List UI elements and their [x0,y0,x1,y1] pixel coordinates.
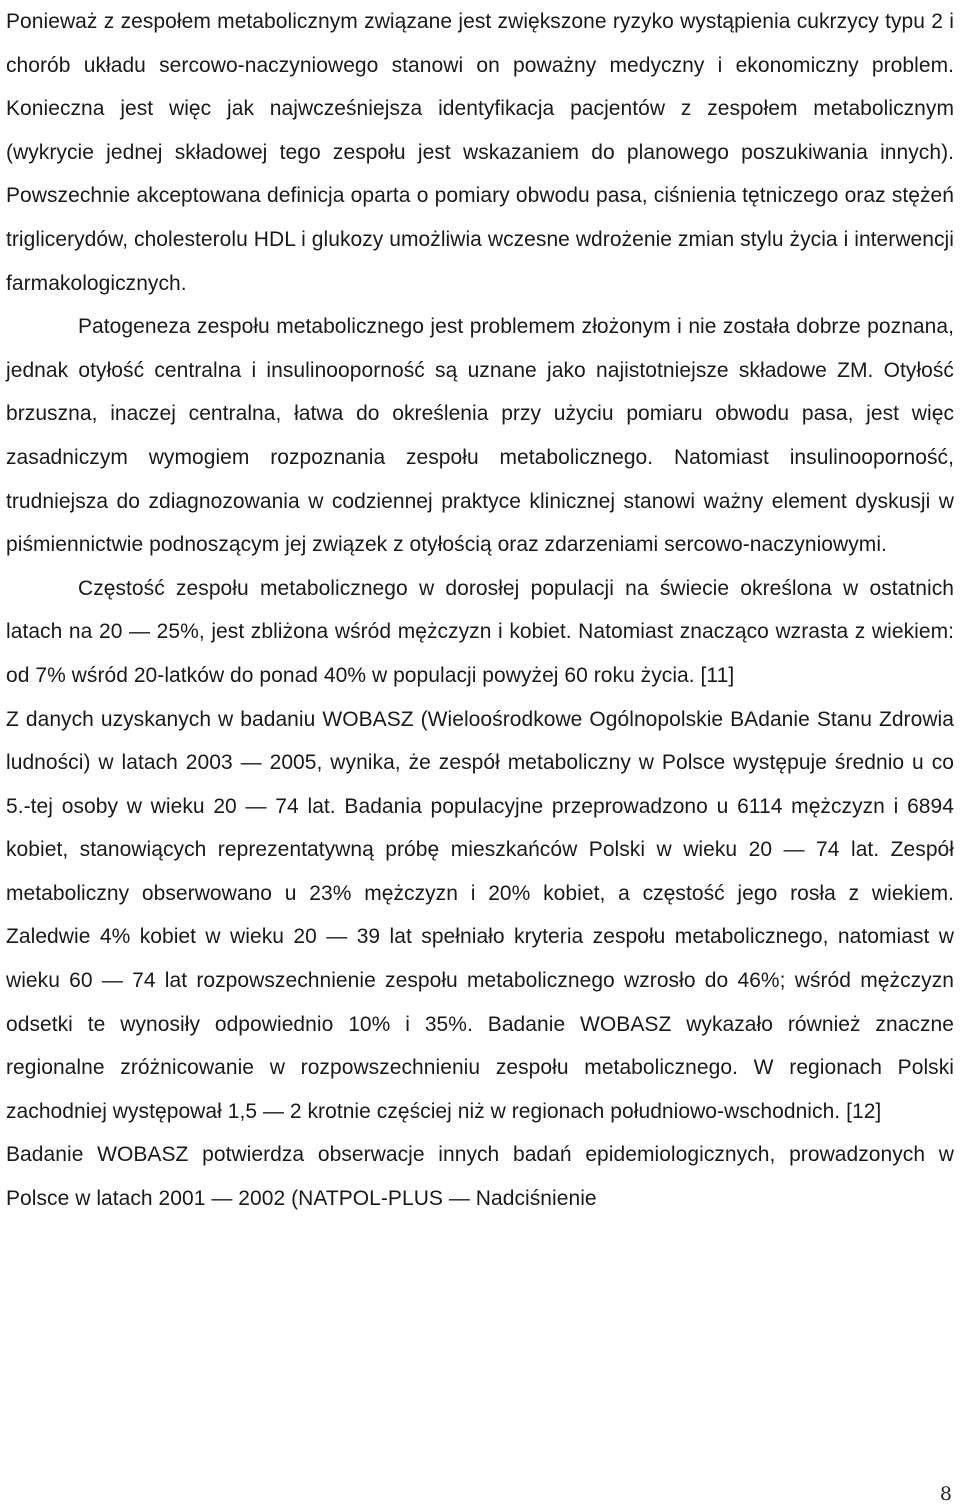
document-page [6,0,954,1221]
paragraph-prevalence-world: Częstość zespołu metabolicznego w dorosłej populacji na świecie określona w ostatnich latach na 20 — 25%, jest zbliżona wśród mężczyzn i kobiet. Natomiast znacząco wzrasta z wiekiem: od 7% wśród 20-latków do ponad 40% w populacji powyżej 60 roku życia. [11] [6,576,954,687]
paragraph-pathogenesis: Patogeneza zespołu metabolicznego jest problemem złożonym i nie została dobrze poznana, jednak otyłość centralna i insulinooporność są uznane jako najistotniejsze składowe ZM. Otyłość brzuszna, inaczej centralna, łatwa do określenia przy użyciu pomiaru obwodu pasa, jest więc zasadniczym wymogiem rozpoznania zespołu metabolicznego. Natomiast insulinooporność, trudniejsza do zdiagnozowania w codziennej praktyce klinicznej stanowi ważny element dyskusji w piśmiennictwie podnoszącym jej związek z otyłością oraz zdarzeniami sercowo-naczyniowymi. [6,315,954,557]
paragraph-wobasz-confirmation: Badanie WOBASZ potwierdza obserwacje innych badań epidemiologicznych, prowadzonych w Polsce w latach 2001 — 2002 (NATPOL-PLUS — Nadciśnienie [6,1143,954,1211]
paragraph-wobasz-study: Z danych uzyskanych w badaniu WOBASZ (Wieloośrodkowe Ogólnopolskie BAdanie Stanu Zdrowia ludności) w latach 2003 — 2005, wynika, że zespół metaboliczny w Polsce występuje średnio u co 5.-tej osoby w wieku 20 — 74 lat. Badania populacyjne przeprowadzono u 6114 mężczyzn i 6894 kobiet, stanowiących reprezentatywną próbę mieszkańców Polski w wieku 20 — 74 lat. Zespół metaboliczny obserwowano u 23% mężczyzn i 20% kobiet, a częstość jego rosła z wiekiem. Zaledwie 4% kobiet w wieku 20 — 39 lat spełniało kryteria zespołu metabolicznego, natomiast w wieku 60 — 74 lat rozpowszechnienie zespołu metabolicznego wzrosło do 46%; wśród mężczyzn odsetki te wynosiły odpowiednio 10% i 35%. Badanie WOBASZ wykazało również znaczne regionalne zróżnicowanie w rozpowszechnieniu zespołu metabolicznego. W regionach Polski zachodniej występował 1,5 — 2 krotnie częściej niż w regionach południowo-wschodnich. [12] [6,707,954,1123]
page-number: 8 [939,1483,952,1505]
paragraph-metabolic-syndrome-risk: Ponieważ z zespołem metabolicznym związane jest zwiększone ryzyko wystąpienia cukrzycy typu 2 i chorób układu sercowo-naczyniowego stanowi on poważny medyczny i ekonomiczny problem. Konieczna jest więc jak najwcześniejsza identyfikacja pacjentów z zespołem metabolicznym (wykrycie jednej składowej tego zespołu jest wskazaniem do planowego poszukiwania innych). Powszechnie akceptowana definicja oparta o pomiary obwodu pasa, ciśnienia tętniczego oraz stężeń triglicerydów, cholesterolu HDL i glukozy umożliwia wczesne wdrożenie zmian stylu życia i interwencji farmakologicznych. [6,10,954,295]
